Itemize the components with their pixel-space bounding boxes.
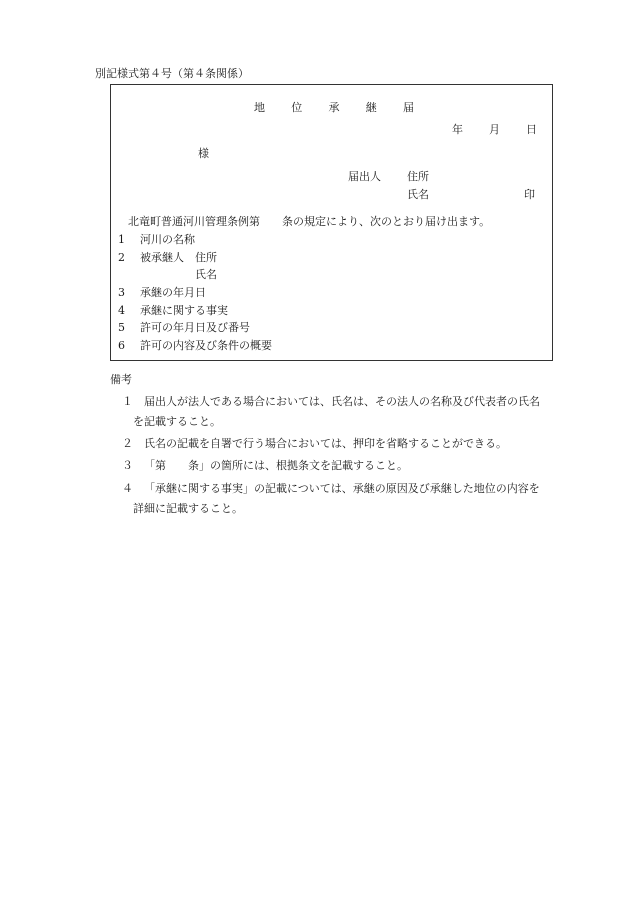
list-item bbox=[118, 287, 206, 298]
notes-heading: 備考 bbox=[110, 373, 132, 386]
list-item bbox=[118, 340, 272, 351]
item-label: 氏名 bbox=[140, 268, 217, 281]
note-item bbox=[122, 438, 507, 449]
item-label: 承継の年月日 bbox=[140, 286, 206, 299]
title-char: 継 bbox=[365, 101, 377, 114]
notifier-address-label: 住所 bbox=[407, 170, 429, 183]
date-day: 日 bbox=[526, 123, 537, 136]
notifier-name-label: 氏名 bbox=[407, 188, 429, 201]
note-item bbox=[122, 483, 540, 494]
title-char: 地 bbox=[254, 101, 265, 114]
item-label: 承継に関する事実 bbox=[140, 304, 228, 317]
note-number: １ bbox=[122, 395, 133, 408]
list-item bbox=[118, 322, 250, 333]
title-char: 位 bbox=[291, 101, 303, 114]
note-text: 氏名の記載を自署で行う場合においては、押印を省略することができる。 bbox=[144, 437, 507, 450]
item-number: 1 bbox=[118, 233, 125, 246]
note-item bbox=[122, 460, 408, 471]
list-item bbox=[118, 269, 217, 280]
item-number: 6 bbox=[118, 339, 125, 352]
title-char: 承 bbox=[328, 101, 340, 114]
note-text-continued: 詳細に記載すること。 bbox=[133, 502, 243, 515]
date-month: 月 bbox=[489, 123, 500, 136]
item-label: 被承継人 住所 bbox=[140, 251, 217, 264]
item-label: 河川の名称 bbox=[140, 233, 195, 246]
item-number: 3 bbox=[118, 286, 125, 299]
note-text: 届出人が法人である場合においては、氏名は、その法人の名称及び代表者の氏名 bbox=[144, 395, 540, 408]
note-item bbox=[122, 396, 540, 407]
item-number: 2 bbox=[118, 251, 125, 264]
list-item bbox=[118, 234, 195, 245]
seal-mark: 印 bbox=[524, 188, 535, 201]
note-number: ２ bbox=[122, 437, 133, 450]
item-label: 許可の年月日及び番号 bbox=[140, 321, 250, 334]
form-label: 別記様式第４号（第４条関係） bbox=[95, 67, 249, 80]
date-line bbox=[452, 124, 537, 135]
body-text: 北竜町普通河川管理条例第 条の規定により、次のとおり届け出ます。 bbox=[128, 215, 491, 228]
list-item bbox=[118, 252, 217, 263]
form-title bbox=[254, 102, 414, 113]
date-year: 年 bbox=[452, 123, 463, 136]
list-item bbox=[118, 305, 228, 316]
addressee-suffix: 様 bbox=[198, 147, 209, 160]
note-number: ３ bbox=[122, 459, 133, 472]
notifier-label: 届出人 bbox=[348, 170, 381, 183]
note-text-continued: を記載すること。 bbox=[133, 415, 221, 428]
note-text: 「承継に関する事実」の記載については、承継の原因及び承継した地位の内容を bbox=[144, 482, 540, 495]
item-number: 4 bbox=[118, 304, 125, 317]
note-number: ４ bbox=[122, 482, 133, 495]
item-number: 5 bbox=[118, 321, 125, 334]
title-char: 届 bbox=[403, 101, 414, 114]
note-text: 「第 条」の箇所には、根拠条文を記載すること。 bbox=[144, 459, 408, 472]
item-label: 許可の内容及び条件の概要 bbox=[140, 339, 272, 352]
